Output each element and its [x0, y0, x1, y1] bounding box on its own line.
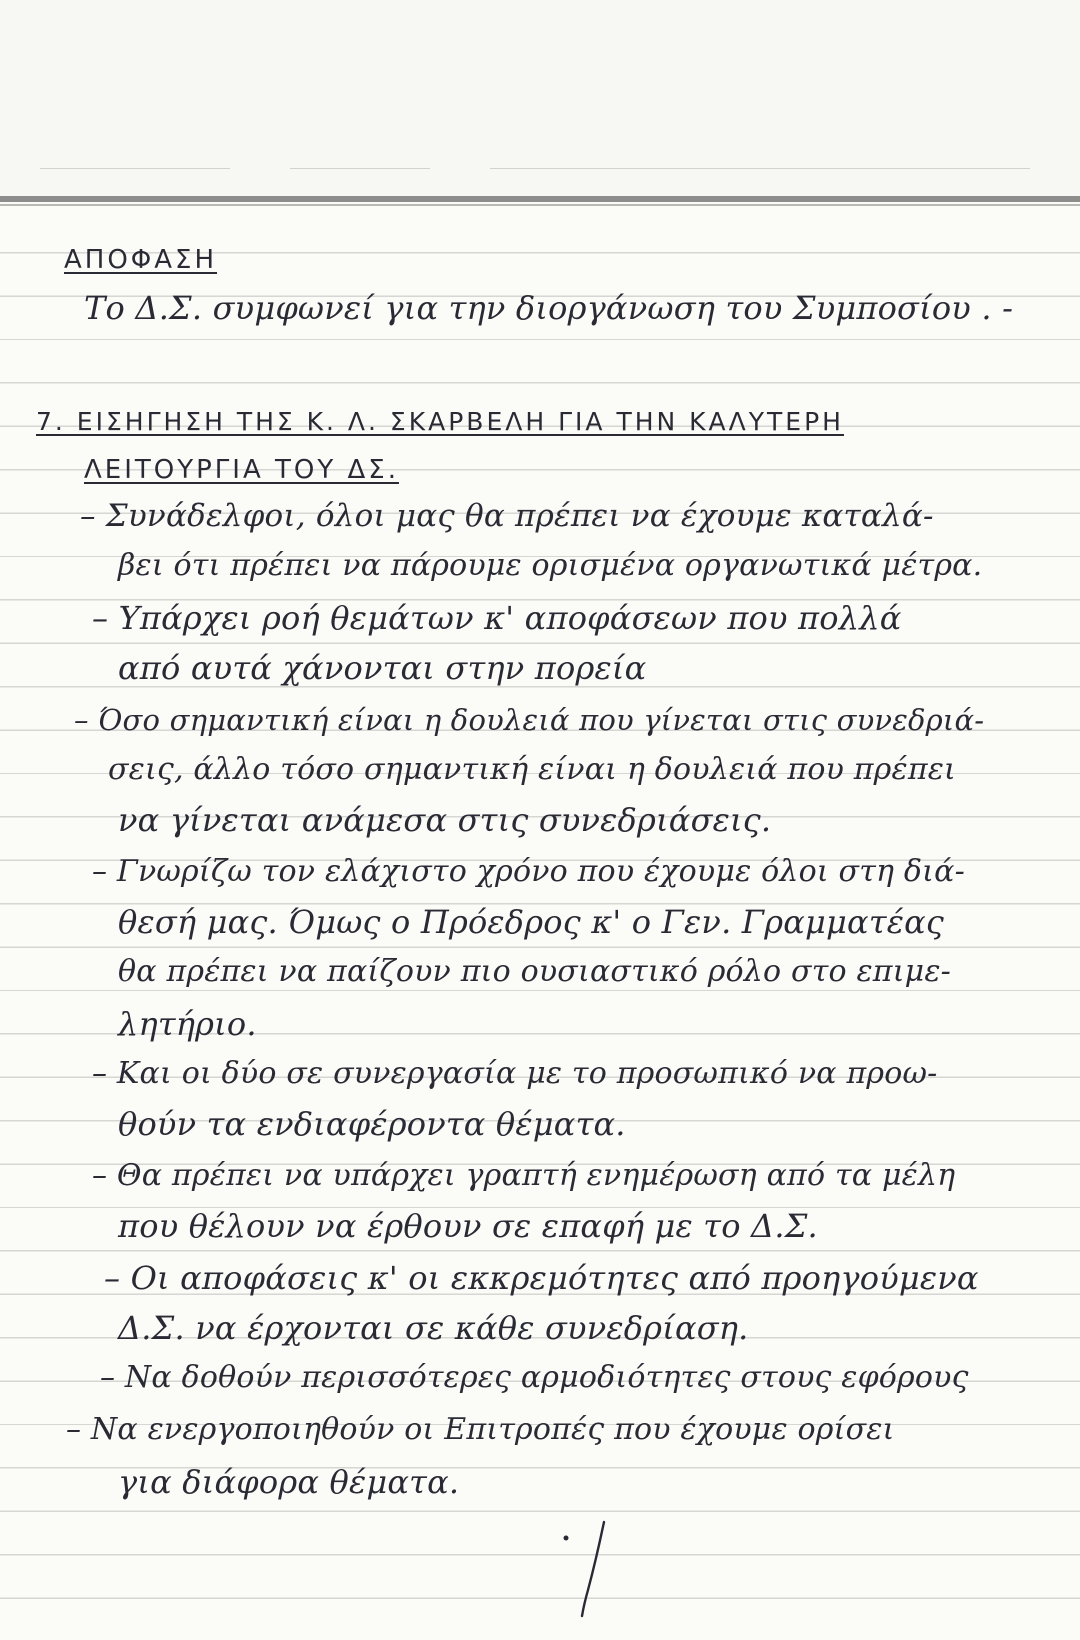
header-rule	[290, 168, 430, 169]
decision-heading: ΑΠΟΦΑΣΗ	[64, 245, 218, 275]
handwritten-line: θεσή μας. Όμως ο Πρόεδρος κ' ο Γεν. Γραμματέας	[118, 903, 945, 941]
handwritten-line: – Θα πρέπει να υπάρχει γραπτή ενημέρωση από τα μέλη	[92, 1158, 956, 1193]
handwritten-line: – Και οι δύο σε συνεργασία με το προσωπικό να προω-	[92, 1056, 938, 1091]
closing-slash-mark	[560, 1520, 620, 1620]
handwritten-line: λητήριο.	[118, 1005, 257, 1043]
header-rule	[40, 168, 230, 169]
handwritten-line: να γίνεται ανάμεσα στις συνεδριάσεις.	[118, 801, 772, 839]
handwritten-line: θούν τα ενδιαφέροντα θέματα.	[118, 1105, 626, 1143]
page-header-area	[0, 0, 1080, 196]
handwritten-line: βει ότι πρέπει να πάρουμε ορισμένα οργανωτικά μέτρα.	[118, 548, 983, 583]
handwritten-line: – Γνωρίζω τον ελάχιστο χρόνο που έχουμε όλοι στη διά-	[92, 854, 965, 889]
margin-rule	[0, 204, 1080, 206]
handwritten-line: Δ.Σ. να έρχονται σε κάθε συνεδρίαση.	[118, 1309, 749, 1347]
handwritten-line: – Να δοθούν περισσότερες αρμοδιότητες στους εφόρους	[100, 1360, 969, 1395]
handwritten-line: – Να ενεργοποιηθούν οι Επιτροπές που έχουμε ορίσει	[66, 1412, 895, 1447]
item-7-heading: 7. ΕΙΣΗΓΗΣΗ ΤΗΣ Κ. Λ. ΣΚΑΡΒΕΛΗ ΓΙΑ ΤΗΝ ΚΑΛΥΤΕΡΗ	[36, 407, 844, 436]
handwritten-line: για διάφορα θέματα.	[118, 1463, 460, 1501]
handwritten-line: – Συνάδελφοι, όλοι μας θα πρέπει να έχουμε καταλά-	[80, 498, 934, 534]
handwritten-line: Το Δ.Σ. συμφωνεί για την διοργάνωση του Συμποσίου . -	[84, 289, 1014, 327]
header-rule	[490, 168, 1030, 169]
handwritten-line: που θέλουν να έρθουν σε επαφή με το Δ.Σ.	[118, 1207, 818, 1245]
handwritten-line: – Οι αποφάσεις κ' οι εκκρεμότητες από προηγούμενα	[104, 1259, 979, 1297]
margin-rule	[0, 196, 1080, 202]
handwritten-line: από αυτά χάνονται στην πορεία	[118, 649, 647, 687]
item-7-heading-cont: ΛΕΙΤΟΥΡΓΙΑ ΤΟΥ ΔΣ.	[84, 455, 399, 485]
handwritten-line: – Όσο σημαντική είναι η δουλειά που γίνεται στις συνεδριά-	[74, 703, 985, 737]
handwritten-line: θα πρέπει να παίζουν πιο ουσιαστικό ρόλο στο επιμε-	[118, 954, 952, 989]
handwritten-line: σεις, άλλο τόσο σημαντική είναι η δουλειά που πρέπει	[108, 752, 956, 787]
handwritten-line: – Υπάρχει ροή θεμάτων κ' αποφάσεων που πολλά	[92, 599, 902, 637]
